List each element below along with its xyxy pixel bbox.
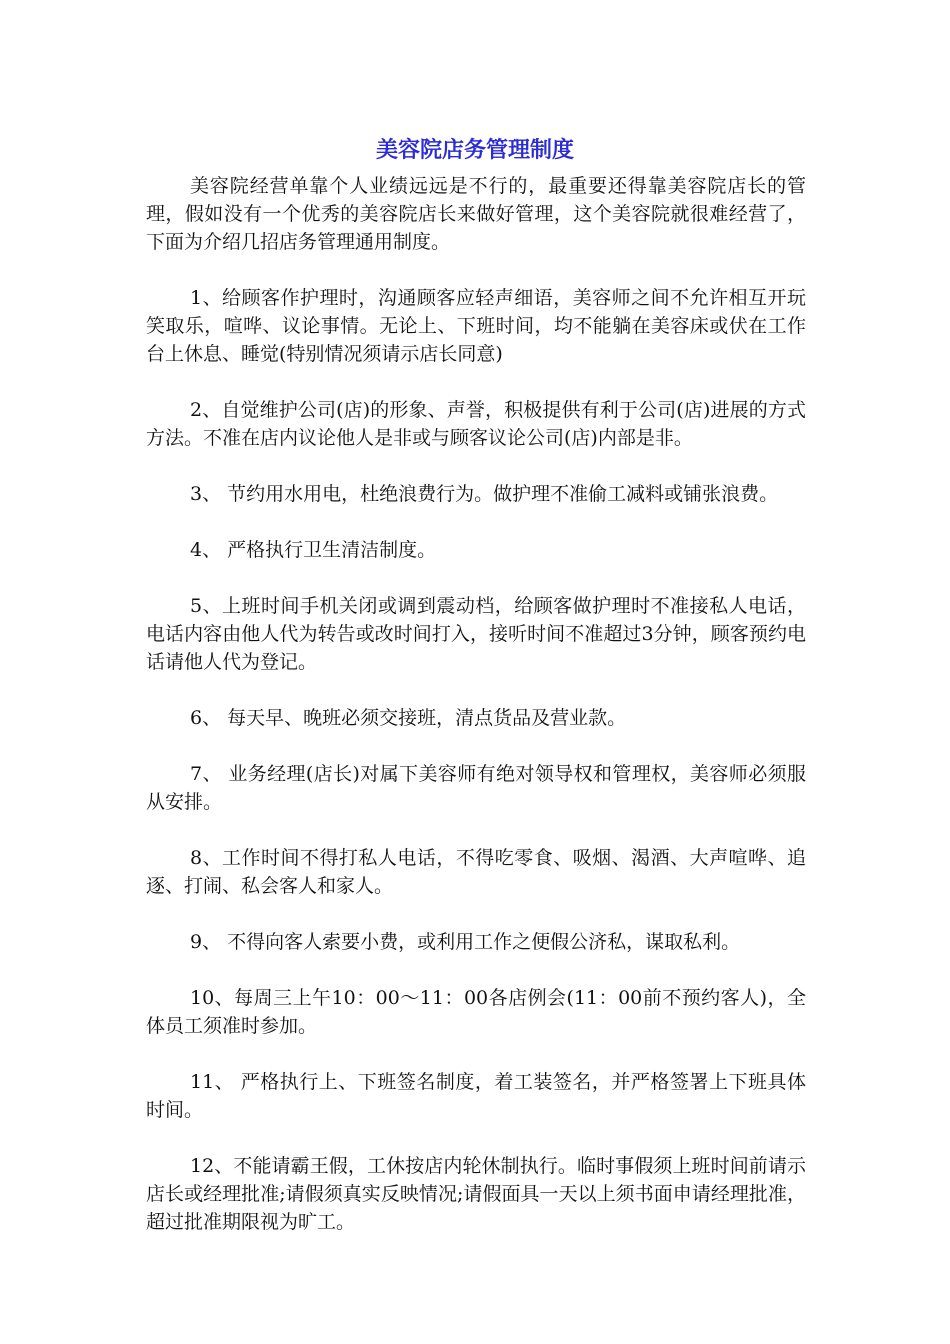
rule-paragraph-11: 11、 严格执行上、下班签名制度，着工装签名，并严格签署上下班具体时间。	[146, 1071, 806, 1121]
rule-paragraph-10: 10、每周三上午10：00～11：00各店例会(11：00前不预约客人)，全体员工须准时参加。	[146, 987, 806, 1037]
document-title: 美容院店务管理制度	[375, 138, 574, 163]
document-body	[146, 172, 806, 1264]
rule-paragraph-9: 9、 不得向客人索要小费，或利用工作之便假公济私，谋取私利。	[190, 931, 741, 953]
intro-paragraph: 美容院经营单靠个人业绩远远是不行的，最重要还得靠美容院店长的管理，假如没有一个优秀的美容院店长来做好管理，这个美容院就很难经营了，下面为介绍几招店务管理通用制度。	[146, 175, 806, 253]
rule-paragraph-1: 1、给顾客作护理时，沟通顾客应轻声细语，美容师之间不允许相互开玩笑取乐，喧哗、议论事情。无论上、下班时间，均不能躺在美容床或伏在工作台上休息、睡觉(特别情况须请示店长同意)	[146, 287, 806, 365]
rule-paragraph-2: 2、自觉维护公司(店)的形象、声誉，积极提供有利于公司(店)进展的方式方法。不准在店内议论他人是非或与顾客议论公司(店)内部是非。	[146, 399, 806, 449]
rule-paragraph-8: 8、工作时间不得打私人电话，不得吃零食、吸烟、渴酒、大声喧哗、追逐、打闹、私会客人和家人。	[146, 847, 806, 897]
rule-paragraph-4: 4、 严格执行卫生清洁制度。	[190, 539, 437, 561]
rule-paragraph-6: 6、 每天早、晚班必须交接班，清点货品及营业款。	[190, 707, 627, 729]
rule-paragraph-7: 7、 业务经理(店长)对属下美容师有绝对领导权和管理权，美容师必须服从安排。	[146, 763, 806, 813]
rule-paragraph-3: 3、 节约用水用电，杜绝浪费行为。做护理不准偷工减料或铺张浪费。	[190, 483, 779, 505]
rule-paragraph-5: 5、上班时间手机关闭或调到震动档，给顾客做护理时不准接私人电话，电话内容由他人代为转告或改时间打入，接听时间不准超过3分钟，顾客预约电话请他人代为登记。	[146, 595, 806, 673]
rule-paragraph-12: 12、不能请霸王假，工休按店内轮休制执行。临时事假须上班时间前请示店长或经理批准;请假须真实反映情况;请假面具一天以上须书面申请经理批准，超过批准期限视为旷工。	[146, 1155, 806, 1233]
